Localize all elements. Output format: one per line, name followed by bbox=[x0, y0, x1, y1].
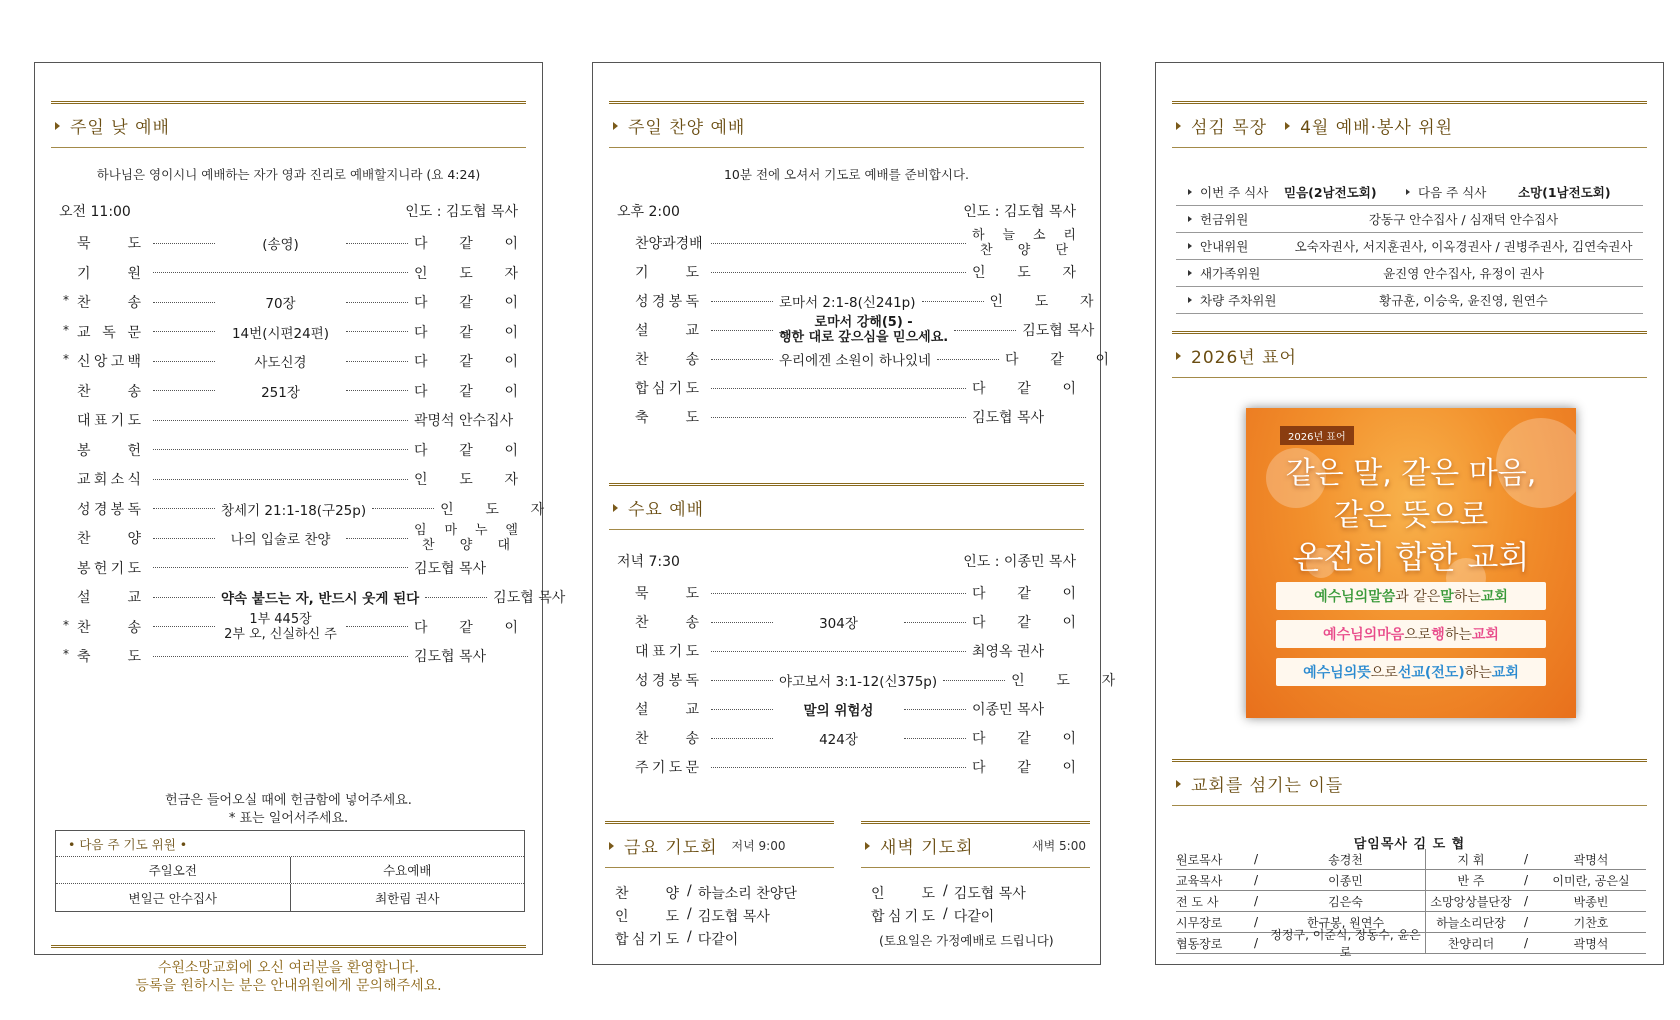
row-label: * 신 앙 고 백 bbox=[63, 352, 141, 370]
order-row bbox=[617, 697, 1076, 721]
row-person: 다 같 이 bbox=[972, 615, 1076, 631]
row-person: 인 도 자 bbox=[1011, 673, 1116, 689]
praise-note: 10분 전에 오셔서 기도로 예배를 준비합시다. bbox=[723, 167, 970, 182]
sunday-service-header bbox=[51, 101, 526, 148]
praise-leader: 인도 : 김도협 목사 bbox=[963, 204, 1076, 220]
section-title: 수요 예배 bbox=[628, 500, 705, 520]
welcome-line-2: 등록을 원하시는 분은 안내위원에게 문의해주세요. bbox=[135, 978, 442, 994]
mini-row: 인 도 / 김도협 목사 bbox=[615, 906, 770, 925]
order-row bbox=[59, 523, 518, 553]
section-title: 2026년 표어 bbox=[1191, 348, 1297, 368]
order-row bbox=[617, 228, 1076, 258]
prayer-col-wednesday: 수요예배 bbox=[290, 857, 525, 883]
order-row bbox=[59, 611, 518, 642]
arrow-icon bbox=[609, 842, 614, 850]
row-detail: 야고보서 3:1-12(신375p) bbox=[779, 674, 938, 690]
row-person: 인 도 자 bbox=[414, 472, 518, 488]
service-row: 새가족위원 윤진영 안수집사, 유정이 권사 bbox=[1176, 260, 1643, 287]
row-label: 교 회 소 식 bbox=[77, 472, 141, 488]
ministry-panel bbox=[1155, 62, 1664, 965]
mini-row: 합 심 기 도 / 다같이 bbox=[615, 929, 739, 948]
dawn-note: (토요일은 가정예배로 드립니다) bbox=[879, 933, 1054, 948]
prayer-committee-table bbox=[55, 830, 525, 912]
motto-header bbox=[1172, 331, 1647, 378]
row-person: 김도협 목사 bbox=[414, 560, 487, 577]
staff-row: 시무장로 / 한규봉, 원연수 하늘소리단장 / 기찬호 bbox=[1176, 912, 1646, 933]
row-label: 봉 헌 기 도 bbox=[77, 560, 141, 577]
row-label: 묵 도 bbox=[77, 236, 141, 252]
order-row bbox=[617, 260, 1076, 284]
dawn-header bbox=[861, 821, 1090, 868]
row-person: 다 같 이 bbox=[414, 383, 518, 400]
order-row bbox=[617, 347, 1110, 371]
service-row: 안내위원 오숙자권사, 서지훈권사, 이옥경권사 / 권병주권사, 김연숙권사 bbox=[1176, 233, 1643, 260]
order-row bbox=[617, 581, 1076, 605]
row-person: 다 같 이 bbox=[414, 619, 518, 636]
row-label: 설 교 bbox=[635, 702, 699, 718]
row-person: 김도협 목사 bbox=[972, 410, 1045, 426]
row-person: 다 같 이 bbox=[414, 295, 518, 311]
row-person: 다 같 이 bbox=[972, 731, 1076, 747]
row-label: 성 경 봉 독 bbox=[77, 501, 141, 518]
row-person: 인 도 자 bbox=[989, 294, 1094, 310]
mini-row: 인 도 / 김도협 목사 bbox=[871, 883, 1026, 902]
service-row: 헌금위원 강동구 안수집사 / 심재덕 안수집사 bbox=[1176, 206, 1643, 233]
row-person: 다 같 이 bbox=[414, 442, 518, 459]
order-row bbox=[59, 585, 566, 609]
row-detail: 우리에겐 소원이 하나있네 bbox=[779, 353, 932, 369]
order-row bbox=[59, 408, 518, 432]
arrow-icon bbox=[1176, 122, 1181, 130]
order-row bbox=[617, 289, 1094, 313]
row-person: 인 도 자 bbox=[972, 265, 1076, 281]
row-label: 찬 송 bbox=[635, 731, 699, 747]
wednesday-header bbox=[609, 483, 1084, 530]
order-row bbox=[59, 379, 518, 403]
row-person: 다 같 이 bbox=[972, 586, 1076, 602]
section-title: 주일 찬양 예배 bbox=[628, 118, 746, 138]
section-title: 섬김 목장 bbox=[1191, 118, 1268, 138]
section-title-2: 4월 예배·봉사 위원 bbox=[1300, 118, 1454, 138]
staff-row: 협동장로 / 정정구, 이준식, 장동수, 윤은로 찬양리더 / 곽명석 bbox=[1176, 933, 1646, 954]
arrow-icon bbox=[613, 122, 618, 130]
row-label: 봉 헌 bbox=[77, 442, 141, 459]
row-label: 찬 송 bbox=[635, 615, 699, 631]
order-row bbox=[617, 726, 1076, 750]
wednesday-leader: 인도 : 이종민 목사 bbox=[963, 554, 1076, 570]
prayer-val-wednesday: 최한림 권사 bbox=[290, 884, 525, 911]
poster-line-1: 같은 말, 같은 마음, bbox=[1285, 456, 1537, 491]
row-detail: 로마서 2:1-8(신241p) bbox=[779, 295, 916, 311]
row-label: * 교 독 문 bbox=[63, 322, 141, 341]
poster-pill-1: 예수님의 말씀 과 같은 말 하는 교회 bbox=[1276, 582, 1546, 610]
row-label: 묵 도 bbox=[635, 586, 699, 602]
row-person: 하 늘 소 리 찬 양 단 bbox=[972, 228, 1076, 258]
row-label: 성 경 봉 독 bbox=[635, 294, 699, 310]
row-label: 주 기 도 문 bbox=[635, 760, 699, 776]
row-label: 설 교 bbox=[77, 590, 141, 606]
prayer-col-sunday: 주일오전 bbox=[148, 863, 197, 878]
row-detail: 창세기 21:1-18(구25p) bbox=[221, 502, 367, 519]
row-person: 다 같 이 bbox=[414, 354, 518, 370]
section-title: 새벽 기도회 bbox=[880, 838, 974, 858]
service-row: 이번 주 식사 믿음(2남전도회) 다음 주 식사 소망(1남전도회) bbox=[1176, 179, 1643, 206]
poster-pill-2: 예수님의 마음 으로 행 하는 교회 bbox=[1276, 620, 1546, 648]
row-detail: 304장 bbox=[819, 616, 858, 632]
service-leader: 인도 : 김도협 목사 bbox=[405, 204, 518, 220]
row-detail: 1부 445장 2부 오, 신실하신 주 bbox=[224, 611, 337, 642]
row-person: 다 같 이 bbox=[414, 236, 518, 252]
section-title: 금요 기도회 bbox=[624, 838, 718, 858]
row-label: 찬 송 bbox=[77, 383, 141, 400]
arrow-icon bbox=[613, 504, 618, 512]
row-person: 김도협 목사 bbox=[1022, 323, 1095, 339]
standing-note: * 표는 일어서주세요. bbox=[228, 811, 349, 826]
order-row bbox=[59, 438, 518, 462]
row-person: 최영옥 권사 bbox=[972, 644, 1045, 660]
order-row bbox=[59, 261, 518, 285]
poster-pill-3: 예수님의 뜻 으로 선교(전도) 하는 교회 bbox=[1276, 658, 1546, 686]
row-person: 김도협 목사 bbox=[493, 590, 566, 606]
order-row bbox=[617, 755, 1076, 779]
order-row bbox=[617, 376, 1076, 400]
order-row bbox=[59, 556, 518, 580]
row-person: 인 도 자 bbox=[440, 501, 545, 518]
praise-service-panel bbox=[592, 62, 1116, 965]
service-time: 오전 11:00 bbox=[59, 204, 131, 220]
order-row bbox=[59, 349, 518, 373]
row-person: 다 같 이 bbox=[972, 381, 1076, 397]
row-detail: 251장 bbox=[261, 384, 300, 401]
order-row bbox=[617, 610, 1076, 634]
friday-header bbox=[605, 821, 834, 868]
staff-row: 교육목사 / 이종민 반 주 / 이미란, 공은실 bbox=[1176, 870, 1646, 891]
poster-line-2: 같은 뜻으로 bbox=[1333, 498, 1489, 533]
row-label: 찬 양 과 경 배 bbox=[635, 236, 703, 252]
row-label: * 찬 송 bbox=[63, 293, 141, 311]
mini-row: 찬 양 / 하늘소리 찬양단 bbox=[615, 883, 797, 902]
row-detail: (송영) bbox=[262, 237, 299, 253]
arrow-icon bbox=[1285, 122, 1290, 130]
staff-header bbox=[1172, 759, 1647, 806]
wednesday-time: 저녁 7:30 bbox=[617, 554, 680, 570]
row-label: 찬 송 bbox=[635, 352, 699, 368]
row-person: 다 같 이 bbox=[414, 324, 518, 341]
order-row bbox=[59, 231, 518, 255]
arrow-icon bbox=[1176, 352, 1181, 360]
order-row bbox=[59, 320, 518, 344]
order-row bbox=[59, 644, 518, 668]
senior-pastor: 담임목사 김 도 협 bbox=[1353, 837, 1466, 852]
mini-row: 합 심 기 도 / 다같이 bbox=[871, 906, 995, 925]
row-detail: 말의 위험성 bbox=[803, 703, 874, 719]
row-detail: 424장 bbox=[819, 732, 858, 748]
prayer-val-sunday: 변일근 안수집사 bbox=[128, 890, 217, 906]
order-row bbox=[617, 639, 1076, 663]
section-title: 주일 낮 예배 bbox=[70, 118, 170, 138]
row-person: 다 같 이 bbox=[1005, 352, 1110, 368]
praise-time: 오후 2:00 bbox=[617, 204, 680, 220]
friday-time: 저녁 9:00 bbox=[731, 839, 786, 853]
welcome-line-1: 수원소망교회에 오신 여러분을 환영합니다. bbox=[157, 960, 420, 976]
poster-line-3: 온전히 합한 교회 bbox=[1292, 538, 1530, 576]
row-label: 성 경 봉 독 bbox=[635, 673, 699, 689]
ministry-header bbox=[1172, 101, 1647, 148]
verse: 하나님은 영이시니 예배하는 자가 영과 진리로 예배할지니라 (요 4:24) bbox=[96, 167, 481, 182]
offering-note: 헌금은 들어오실 때에 헌금함에 넣어주세요. bbox=[165, 793, 412, 808]
poster-tag: 2026년 표어 bbox=[1280, 426, 1354, 445]
row-label: 대 표 기 도 bbox=[77, 413, 141, 429]
motto-poster bbox=[1246, 408, 1576, 718]
order-row bbox=[59, 290, 518, 314]
order-row bbox=[59, 467, 518, 491]
praise-service-header bbox=[609, 101, 1084, 148]
row-person: 인 도 자 bbox=[414, 265, 518, 282]
row-person: 다 같 이 bbox=[972, 760, 1076, 776]
row-label: 설 교 bbox=[635, 323, 699, 339]
row-label: 대 표 기 도 bbox=[635, 644, 699, 660]
row-detail: 약속 붙드는 자, 반드시 웃게 된다 bbox=[221, 591, 420, 607]
welcome-divider bbox=[51, 945, 526, 948]
row-person: 김도협 목사 bbox=[414, 649, 487, 665]
row-person: 임 마 누 엘 찬 양 대 bbox=[414, 523, 518, 553]
row-person: 곽명석 안수집사 bbox=[414, 413, 514, 429]
row-detail: 70장 bbox=[265, 296, 296, 312]
row-person: 이종민 목사 bbox=[972, 702, 1045, 718]
row-label: 합 심 기 도 bbox=[635, 381, 699, 397]
staff-row: 원로목사 / 송경천 지 휘 / 곽명석 bbox=[1176, 849, 1646, 870]
row-label: 축 도 bbox=[635, 410, 699, 426]
staff-table bbox=[1176, 849, 1646, 959]
row-label: 기 도 bbox=[635, 265, 699, 281]
row-label: 찬 양 bbox=[77, 531, 141, 547]
service-row: 차량 주차위원 황규훈, 이승욱, 윤진영, 원연수 bbox=[1176, 287, 1643, 314]
sunday-service-panel bbox=[34, 62, 566, 994]
row-label: * 축 도 bbox=[63, 647, 141, 665]
prayer-committee-heading: • 다음 주 기도 위원 • bbox=[56, 831, 524, 857]
row-label: * 찬 송 bbox=[63, 617, 141, 636]
arrow-icon bbox=[1176, 780, 1181, 788]
row-detail: 사도신경 bbox=[254, 355, 307, 371]
arrow-icon bbox=[865, 842, 870, 850]
order-row bbox=[59, 497, 545, 521]
row-label: 기 원 bbox=[77, 265, 141, 282]
arrow-icon bbox=[55, 122, 60, 130]
row-detail: 14번(시편24편) bbox=[231, 325, 330, 342]
staff-row: 전 도 사 / 김은숙 소망앙상블단장 / 박종빈 bbox=[1176, 891, 1646, 912]
row-detail: 나의 입술로 찬양 bbox=[230, 532, 331, 548]
dawn-time: 새벽 5:00 bbox=[1032, 839, 1086, 853]
order-row bbox=[617, 668, 1116, 692]
row-detail: 로마서 강해(5) - 행한 대로 갚으심을 믿으세요. bbox=[779, 315, 949, 345]
order-row bbox=[617, 315, 1095, 345]
section-title: 교회를 섬기는 이들 bbox=[1191, 776, 1344, 796]
order-row bbox=[617, 405, 1076, 429]
